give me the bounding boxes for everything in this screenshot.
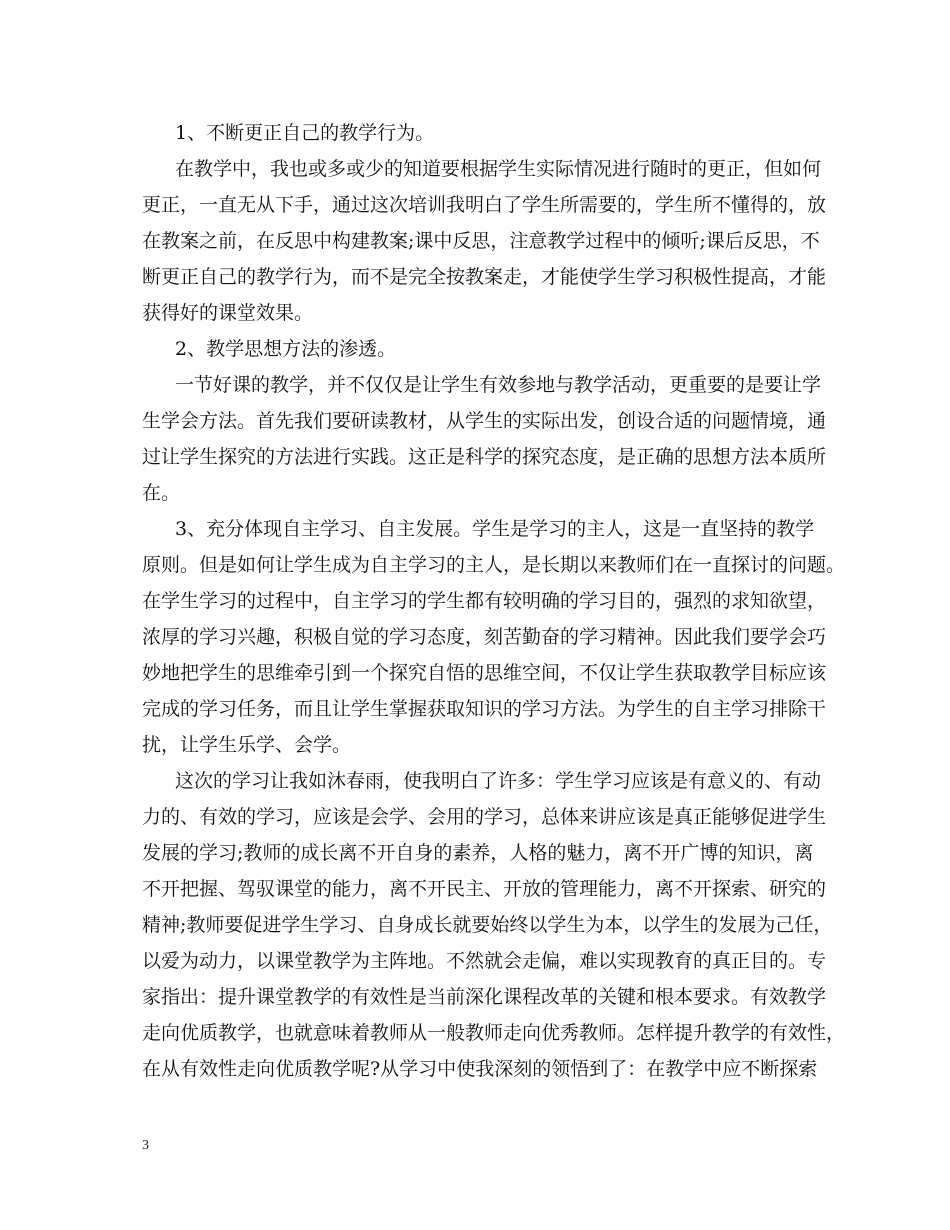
text-line: 3、充分体现自主学习、自主发展。学生是学习的主人，这是一直坚持的教学	[175, 518, 815, 540]
text-line: 不开把握、驾驭课堂的能力，离不开民主、开放的管理能力，离不开探索、研究的	[142, 878, 827, 900]
text-line: 力的、有效的学习，应该是会学、会用的学习，总体来讲应该是真正能够促进学生	[142, 806, 827, 828]
text-line: 精神;教师要促进学生学习、自身成长就要始终以学生为本，以学生的发展为己任，	[142, 914, 833, 936]
text-line: 这次的学习让我如沐春雨，使我明白了许多：学生学习应该是有意义的、有动	[175, 770, 822, 792]
text-line: 在。	[142, 482, 181, 504]
text-line: 过让学生探究的方法进行实践。这正是科学的探究态度，是正确的思想方法本质所	[142, 446, 827, 468]
text-line: 一节好课的教学，并不仅仅是让学生有效参地与教学活动，更重要的是要让学	[175, 374, 822, 396]
text-line: 扰，让学生乐学、会学。	[142, 734, 352, 756]
text-line: 妙地把学生的思维牵引到一个探究自悟的思维空间，不仅让学生获取教学目标应该	[142, 662, 827, 684]
text-line: 在教学中，我也或多或少的知道要根据学生实际情况进行随时的更正，但如何	[175, 158, 822, 180]
text-line: 断更正自己的教学行为，而不是完全按教案走，才能使学生学习积极性提高，才能	[142, 266, 827, 288]
text-line: 在学生学习的过程中，自主学习的学生都有较明确的学习目的，强烈的求知欲望，	[142, 590, 827, 612]
text-line: 在从有效性走向优质教学呢?从学习中使我深刻的领悟到了：在教学中应不断探索	[142, 1058, 818, 1080]
text-line: 浓厚的学习兴趣，积极自觉的学习态度，刻苦勤奋的学习精神。因此我们要学会巧	[142, 626, 827, 648]
text-line: 获得好的课堂效果。	[142, 302, 314, 324]
text-line: 原则。但是如何让学生成为自主学习的主人，是长期以来教师们在一直探讨的问题。	[142, 554, 846, 576]
text-line: 1、不断更正自己的教学行为。	[175, 122, 435, 144]
text-line: 走向优质教学，也就意味着教师从一般教师走向优秀教师。怎样提升教学的有效性，	[142, 1022, 846, 1044]
text-line: 以爱为动力，以课堂教学为主阵地。不然就会走偏，难以实现教育的真正目的。专	[142, 950, 827, 972]
text-line: 发展的学习;教师的成长离不开自身的素养，人格的魅力，离不开广博的知识，离	[142, 842, 814, 864]
text-line: 家指出：提升课堂教学的有效性是当前深化课程改革的关键和根本要求。有效教学	[142, 986, 827, 1008]
text-line: 在教案之前，在反思中构建教案;课中反思，注意教学过程中的倾听;课后反思，不	[142, 230, 820, 252]
text-line: 2、教学思想方法的渗透。	[175, 338, 397, 360]
text-line: 完成的学习任务，而且让学生掌握获取知识的学习方法。为学生的自主学习排除干	[142, 698, 827, 720]
page-number: 3	[142, 1138, 149, 1153]
text-line: 更正，一直无从下手，通过这次培训我明白了学生所需要的，学生所不懂得的，放	[142, 194, 827, 216]
text-line: 生学会方法。首先我们要研读教材，从学生的实际出发，创设合适的问题情境，通	[142, 410, 827, 432]
